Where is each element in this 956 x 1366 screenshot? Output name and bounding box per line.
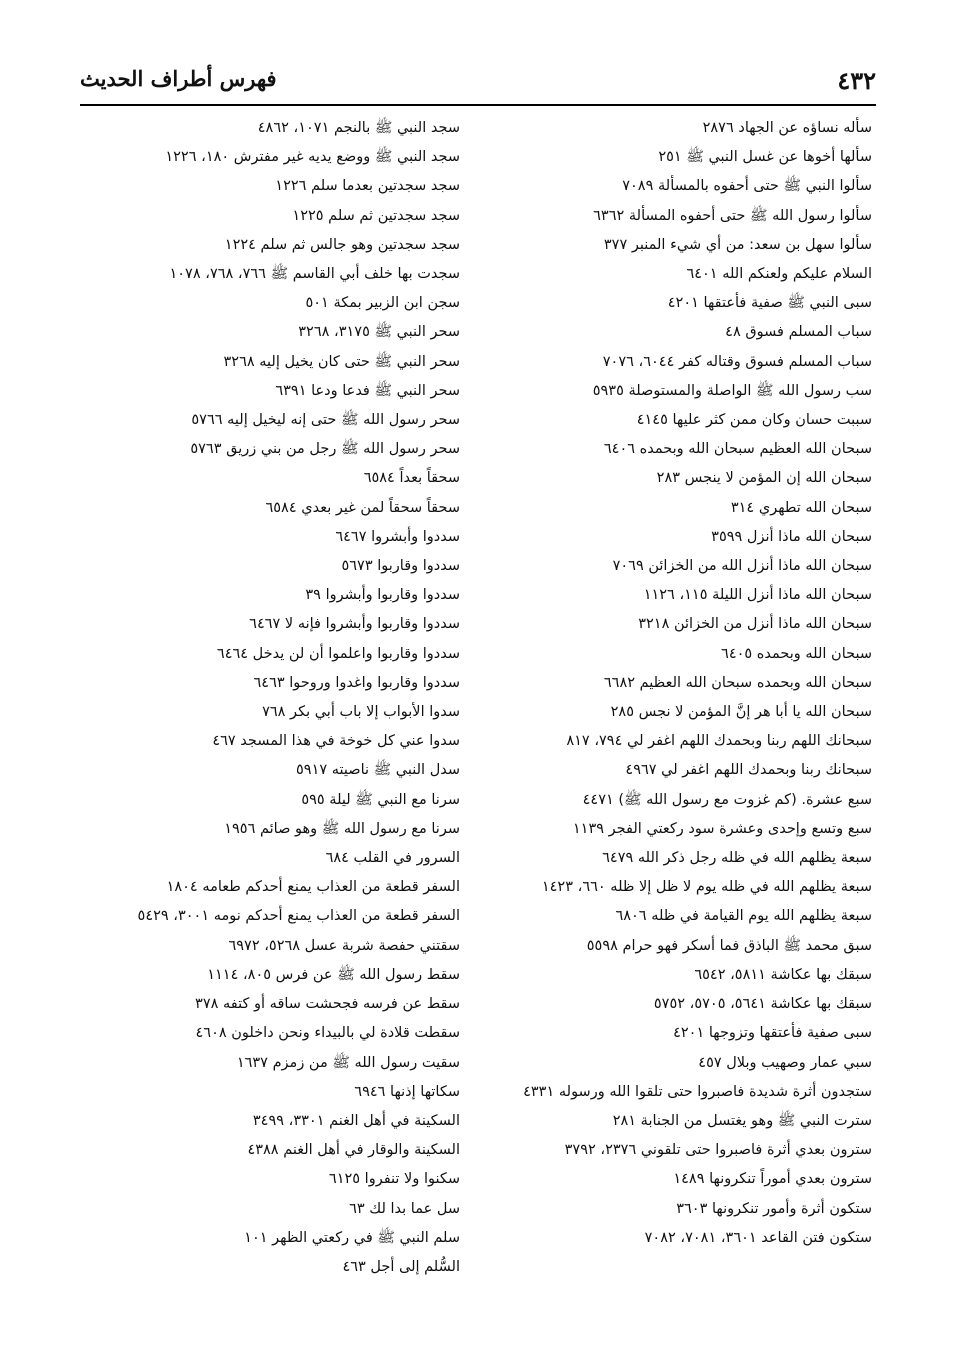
index-entry: سحقاً بعداً ٦٥٨٤ bbox=[363, 470, 460, 487]
index-entry: سكنوا ولا تنفروا ٦١٢٥ bbox=[328, 1171, 460, 1188]
index-column-right bbox=[472, 114, 872, 1253]
index-entry: سباب المسلم فسوق ٤٨ bbox=[725, 324, 872, 341]
index-entry: سألوا رسول الله ﷺ حتى أحفوه المسألة ٦٣٦٢ bbox=[593, 207, 872, 224]
index-entry: سجد سجدتين ثم سلم ١٢٢٥ bbox=[292, 207, 460, 224]
index-entry: سبقك بها عكاشة ٥٦٤١، ٥٧٠٥، ٥٧٥٢ bbox=[653, 996, 872, 1013]
index-entry: سترون بعدي أثرة فاصبروا حتى تلقوني ٢٣٧٦، ٣٧٩٢ bbox=[564, 1142, 872, 1159]
index-entry: سبحان الله ماذا أنزل ٣٥٩٩ bbox=[711, 528, 872, 545]
index-entry: السفر قطعة من العذاب يمنع أحدكم طعامه ١٨٠٤ bbox=[166, 879, 460, 896]
index-entry: ستجدون أثرة شديدة فاصبروا حتى تلقوا الله ورسوله ٤٣٣١ bbox=[523, 1083, 872, 1100]
index-entry: السرور في القلب ٦٨٤ bbox=[325, 850, 460, 867]
index-entry: سبعة يظلهم الله يوم القيامة في ظله ٦٨٠٦ bbox=[615, 908, 872, 925]
index-entry: سأله نساؤه عن الجهاد ٢٨٧٦ bbox=[702, 120, 872, 136]
index-entry: سبعة يظلهم الله في ظله يوم لا ظل إلا ظله ٦٦٠، ١٤٢٣ bbox=[541, 879, 872, 896]
index-entry: سبحان الله إن المؤمن لا ينجس ٢٨٣ bbox=[656, 470, 872, 487]
index-entry: سبع وتسع وإحدى وعشرة سود ركعتي الفجر ١١٣٩ bbox=[572, 820, 872, 837]
index-entry: سجدت بها خلف أبي القاسم ﷺ ٧٦٦، ٧٦٨، ١٠٧٨ bbox=[169, 266, 460, 283]
index-entry: سبى صفية فأعتقها وتزوجها ٤٢٠١ bbox=[673, 1025, 872, 1042]
index-entry: سبي عمار وصهيب وبلال ٤٥٧ bbox=[698, 1054, 872, 1071]
index-entry: سجن ابن الزبير بمكة ٥٠١ bbox=[305, 295, 460, 312]
index-entry: سقط عن فرسه فجحشت ساقه أو كتفه ٣٧٨ bbox=[195, 996, 460, 1013]
index-entry: ستكون أثرة وأمور تنكرونها ٣٦٠٣ bbox=[676, 1200, 872, 1217]
index-entry: سألوا النبي ﷺ حتى أحفوه بالمسألة ٧٠٨٩ bbox=[622, 178, 872, 195]
index-entry: سبعة يظلهم الله في ظله رجل ذكر الله ٦٤٧٩ bbox=[602, 850, 872, 867]
index-entry: سألها أخوها عن غسل النبي ﷺ ٢٥١ bbox=[658, 149, 872, 166]
index-entry: سبقك بها عكاشة ٥٨١١، ٦٥٤٢ bbox=[694, 966, 872, 983]
index-entry: سبحانك اللهم ربنا وبحمدك اللهم اغفر لي ٧٩٤، ٨١٧ bbox=[566, 733, 872, 750]
index-entry: سببت حسان وكان ممن كثر عليها ٤١٤٥ bbox=[636, 412, 872, 429]
index-entry: سجد سجدتين بعدما سلم ١٢٢٦ bbox=[275, 178, 460, 195]
index-entry: سحر النبي ﷺ فدعا ودعا ٦٣٩١ bbox=[275, 382, 460, 399]
index-entry: سحر رسول الله ﷺ حتى إنه ليخيل إليه ٥٧٦٦ bbox=[191, 412, 460, 429]
index-entry: سألوا سهل بن سعد: من أي شيء المنبر ٣٧٧ bbox=[603, 236, 872, 253]
index-entry: سبحان الله ماذا أنزل الله من الخزائن ٧٠٦٩ bbox=[612, 558, 872, 575]
index-entry: سجد النبي ﷺ ووضع يديه غير مفترش ١٨٠، ١٢٢٦ bbox=[165, 149, 460, 166]
index-entry: سبق محمد ﷺ الباذق فما أسكر فهو حرام ٥٥٩٨ bbox=[586, 937, 872, 954]
index-entry: سددوا وقاربوا وأبشروا فإنه لا ٦٤٦٧ bbox=[249, 616, 460, 633]
index-entry: سدوا عني كل خوخة في هذا المسجد ٤٦٧ bbox=[212, 733, 460, 750]
index-entry: سدوا الأبواب إلا باب أبي بكر ٧٦٨ bbox=[262, 704, 460, 721]
index-entry: سددوا وقاربوا واعلموا أن لن يدخل ٦٤٦٤ bbox=[216, 645, 460, 662]
index-entry: سبحان الله ماذا أنزل من الخزائن ٣٢١٨ bbox=[638, 616, 872, 633]
index-entry: السكينة في أهل الغنم ٣٣٠١، ٣٤٩٩ bbox=[252, 1112, 460, 1129]
index-entry: سلم النبي ﷺ في ركعتي الظهر ١٠١ bbox=[244, 1229, 460, 1246]
index-entry: السفر قطعة من العذاب يمنع أحدكم نومه ٣٠٠١، ٥٤٢٩ bbox=[137, 908, 460, 925]
page-header bbox=[80, 66, 876, 106]
index-entry: سحر النبي ﷺ حتى كان يخيل إليه ٣٢٦٨ bbox=[223, 353, 460, 370]
index-entry: سترون بعدي أموراً تنكرونها ١٤٨٩ bbox=[673, 1171, 872, 1188]
index-entry: سبحانك ربنا وبحمدك اللهم اغفر لي ٤٩٦٧ bbox=[625, 762, 872, 779]
index-entry: سدل النبي ﷺ ناصيته ٥٩١٧ bbox=[296, 762, 460, 779]
index-entry: السلام عليكم ولعنكم الله ٦٤٠١ bbox=[686, 266, 872, 283]
index-entry: سقط رسول الله ﷺ عن فرس ٨٠٥، ١١١٤ bbox=[207, 966, 460, 983]
index-entry: السكينة والوقار في أهل الغنم ٤٣٨٨ bbox=[247, 1142, 460, 1159]
index-entry: سددوا وقاربوا واغدوا وروحوا ٦٤٦٣ bbox=[253, 674, 460, 691]
running-title: فهرس أطراف الحديث bbox=[80, 66, 277, 91]
page-number: ٤٣٢ bbox=[837, 66, 876, 95]
index-entry: سبى النبي ﷺ صفية فأعتقها ٤٢٠١ bbox=[667, 295, 872, 312]
index-entry: سبحان الله تطهري ٣١٤ bbox=[730, 499, 872, 516]
index-entry: سحر رسول الله ﷺ رجل من بني زريق ٥٧٦٣ bbox=[190, 441, 460, 458]
index-entry: السُّلم إلى أجل ٤٦٣ bbox=[342, 1258, 460, 1275]
index-entry: سقطت قلادة لي بالبيداء ونحن داخلون ٤٦٠٨ bbox=[195, 1025, 460, 1042]
index-entry: سجد سجدتين وهو جالس ثم سلم ١٢٢٤ bbox=[224, 236, 460, 253]
index-entry: سترت النبي ﷺ وهو يغتسل من الجنابة ٢٨١ bbox=[612, 1112, 872, 1129]
index-entry: سكاتها إذنها ٦٩٤٦ bbox=[354, 1083, 460, 1100]
index-entry: سحقاً سحقاً لمن غير بعدي ٦٥٨٤ bbox=[265, 499, 460, 516]
index-entry: سبحان الله العظيم سبحان الله وبحمده ٦٤٠٦ bbox=[603, 441, 872, 458]
index-entry: سددوا وأبشروا ٦٤٦٧ bbox=[335, 528, 460, 545]
index-entry: سرنا مع النبي ﷺ ليلة ٥٩٥ bbox=[301, 791, 460, 808]
index-entry: سددوا وقاربوا وأبشروا ٣٩ bbox=[305, 587, 460, 604]
index-entry: سل عما بدا لك ٦٣ bbox=[349, 1200, 460, 1217]
index-entry: سددوا وقاربوا ٥٦٧٣ bbox=[341, 558, 460, 575]
index-entry: سبحان الله وبحمده سبحان الله العظيم ٦٦٨٢ bbox=[603, 674, 872, 691]
index-entry: سبع عشرة. (كم غزوت مع رسول الله ﷺ) ٤٤٧١ bbox=[582, 791, 872, 808]
index-entry: سبحان الله ماذا أنزل الليلة ١١٥، ١١٢٦ bbox=[643, 587, 872, 604]
index-entry: سباب المسلم فسوق وقتاله كفر ٦٠٤٤، ٧٠٧٦ bbox=[602, 353, 872, 370]
index-entry: سرنا مع رسول الله ﷺ وهو صائم ١٩٥٦ bbox=[224, 820, 460, 837]
index-entry: ستكون فتن القاعد ٣٦٠١، ٧٠٨١، ٧٠٨٢ bbox=[644, 1229, 872, 1246]
index-entry: سحر النبي ﷺ ٣١٧٥، ٣٢٦٨ bbox=[298, 324, 460, 341]
index-entry: سقتني حفصة شربة عسل ٥٢٦٨، ٦٩٧٢ bbox=[228, 937, 460, 954]
index-entry: سبحان الله يا أبا هر إنَّ المؤمن لا نجس ٢٨٥ bbox=[610, 704, 872, 721]
index-entry: سب رسول الله ﷺ الواصلة والمستوصلة ٥٩٣٥ bbox=[592, 382, 872, 399]
index-entry: سقيت رسول الله ﷺ من زمزم ١٦٣٧ bbox=[236, 1054, 460, 1071]
index-column-left bbox=[75, 114, 460, 1282]
index-entry: سجد النبي ﷺ بالنجم ١٠٧١، ٤٨٦٢ bbox=[257, 120, 460, 136]
index-entry: سبحان الله وبحمده ٦٤٠٥ bbox=[721, 645, 872, 662]
